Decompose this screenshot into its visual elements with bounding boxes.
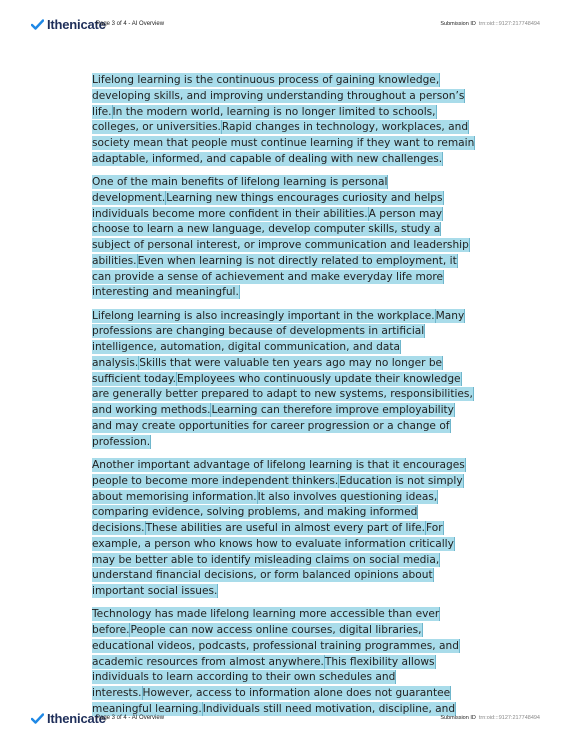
highlighted-sentence: For example, a person who knows how to evaluate information critically may be better able to identify misleading claims on social media, understand financial decisions, or form balanced opinions about important social issues. xyxy=(92,522,454,598)
highlighted-sentence: Rapid changes in technology, workplaces, and society mean that people must continue learning if they want to remain adaptable, informed, and capable of dealing with new challenges. xyxy=(92,121,475,165)
brand-name: Ithenicate xyxy=(47,16,106,32)
highlighted-sentence: Another important advantage of lifelong learning is that it encourages people to become more independent thinkers. xyxy=(92,459,465,487)
paragraph-4 xyxy=(92,458,476,600)
page-header xyxy=(0,11,566,37)
checkmark-icon xyxy=(31,19,44,30)
brand-name: Ithenicate xyxy=(47,710,106,726)
submission-label: Submission ID xyxy=(440,715,476,721)
highlighted-sentence: Education is not simply about memorising information. xyxy=(92,474,463,503)
submission-id: trn:oid:::9127:217748494 xyxy=(478,21,540,27)
page-label: Page 3 of 4 - AI Overview xyxy=(96,715,165,721)
highlighted-sentence: It also involves questioning ideas, comparing evidence, solving problems, and making informed decisions. xyxy=(92,490,438,535)
highlighted-sentence: A person may choose to learn a new language, develop computer skills, study a subject of personal interest, or improve communication and leadership abilities. xyxy=(92,207,469,267)
highlighted-sentence: One of the main benefits of lifelong learning is personal development. xyxy=(92,176,388,204)
submission-info xyxy=(440,715,540,721)
brand-logo xyxy=(31,17,106,32)
page-footer xyxy=(0,705,566,731)
submission-label: Submission ID xyxy=(440,21,476,27)
highlighted-sentence: Lifelong learning is the continuous process of gaining knowledge, developing skills, and improving understanding throughout a person’s life. xyxy=(92,74,465,118)
highlighted-sentence: These abilities are useful in almost every part of life. xyxy=(145,522,425,535)
highlighted-sentence: Individuals still need motivation, discipline, and xyxy=(202,702,456,715)
document-body xyxy=(92,73,476,725)
highlighted-sentence: Many professions are changing because of developments in artificial intelligence, automation, digital communication, and data analysis. xyxy=(92,309,465,369)
page-label: Page 3 of 4 - AI Overview xyxy=(96,21,165,27)
brand-logo xyxy=(31,711,106,726)
submission-id: trn:oid:::9127:217748494 xyxy=(478,715,540,721)
highlighted-sentence: Learning can therefore improve employability and may create opportunities for career progression or a change of profession. xyxy=(92,404,454,448)
highlighted-sentence: Even when learning is not directly related to employment, it can provide a sense of achievement and make everyday life more interesting and meaningful. xyxy=(92,254,457,299)
highlighted-sentence: Employees who continuously update their knowledge are generally better prepared to adapt to new systems, responsibilities, and working methods. xyxy=(92,372,473,417)
highlighted-sentence: People can now access online courses, digital libraries, educational videos, podcasts, professional training programmes, and academic resources from almost anywhere. xyxy=(92,624,459,668)
highlighted-sentence: This flexibility allows individuals to learn according to their own schedules and interests. xyxy=(92,655,435,700)
highlighted-sentence: In the modern world, learning is no longer limited to schools, colleges, or universities. xyxy=(92,105,436,134)
paragraph-3 xyxy=(92,309,476,451)
paragraph-1 xyxy=(92,73,476,168)
highlighted-sentence: Learning new things encourages curiosity and helps individuals become more confident in their abilities. xyxy=(92,191,443,220)
highlighted-sentence: Skills that were valuable ten years ago may no longer be sufficient today. xyxy=(92,356,443,385)
highlighted-sentence: However, access to information alone does not guarantee meaningful learning. xyxy=(92,687,451,715)
submission-info xyxy=(440,21,540,27)
paragraph-5 xyxy=(92,607,476,717)
highlighted-sentence: Lifelong learning is also increasingly important in the workplace. xyxy=(92,309,435,322)
paragraph-2 xyxy=(92,175,476,301)
highlighted-sentence: Technology has made lifelong learning more accessible than ever before. xyxy=(92,608,440,637)
checkmark-icon xyxy=(31,713,44,724)
